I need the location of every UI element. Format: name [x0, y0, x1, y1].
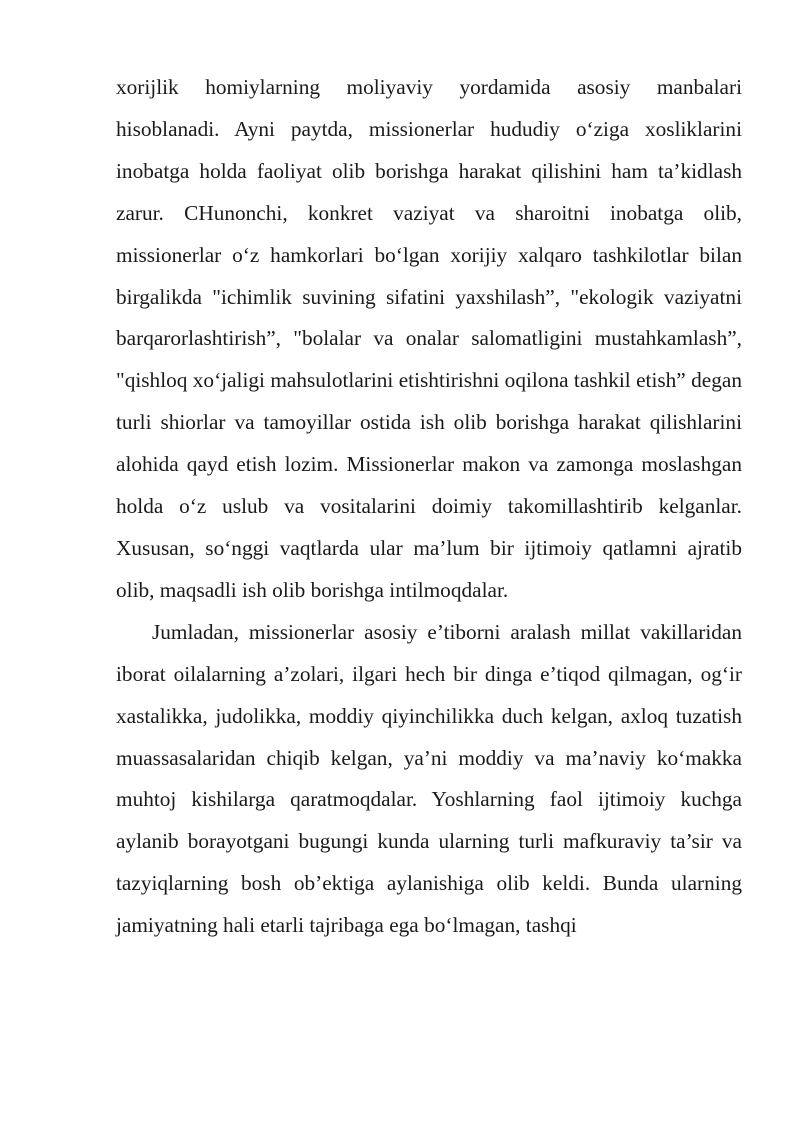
paragraph-2: Jumladan, missionerlar asosiy e’tiborni aralash millat vakillaridan iborat oilalarning a’zolari, ilgari hech bir dinga e’tiqod qilmagan, og‘ir xastalikka, judolikka, moddiy qiyinchilikka duch kelgan, axloq tuzatish muassasalaridan chiqib kelgan, ya’ni moddiy va ma’naviy ko‘makka muhtoj kishilarga qaratmoqdalar. Yoshlarning faol ijtimoiy kuchga aylanib borayotgani bugungi kunda ularning turli mafkuraviy ta’sir va tazyiqlarning bosh ob’ektiga aylanishiga olib keldi. Bunda ularning jamiyatning hali etarli tajribaga ega bo‘lmagan, tashqi: [116, 619, 742, 938]
paragraph-1: xorijlik homiylarning moliyaviy yordamida asosiy manbalari hisoblanadi. Ayni paytda, missionerlar hududiy o‘ziga xosliklarini inobatga holda faoliyat olib borishga harakat qilishini ham ta’kidlash zarur. CHunonchi, konkret vaziyat va sharoitni inobatga olib, missionerlar o‘z hamkorlari bo‘lgan xorijiy xalqaro tashkilotlar bilan birgalikda "ichimlik suvining sifatini yaxshilash”, "ekologik vaziyatni barqarorlashtirish”, "bolalar va onalar salomatligini mustahkamlash”, "qishloq xo‘jaligi mahsulotlarini etishtirishni oqilona tashkil etish” degan turli shiorlar va tamoyillar ostida ish olib borishga harakat qilishlarini alohida qayd etish lozim. Missionerlar makon va zamonga moslashgan holda o‘z uslub va vositalarini doimiy takomillashtirib kelganlar. Xususan, so‘nggi vaqtlarda ular ma’lum bir ijtimoiy qatlamni ajratib olib, maqsadli ish olib borishga intilmoqdalar.: [116, 75, 742, 602]
document-body: [116, 67, 742, 947]
